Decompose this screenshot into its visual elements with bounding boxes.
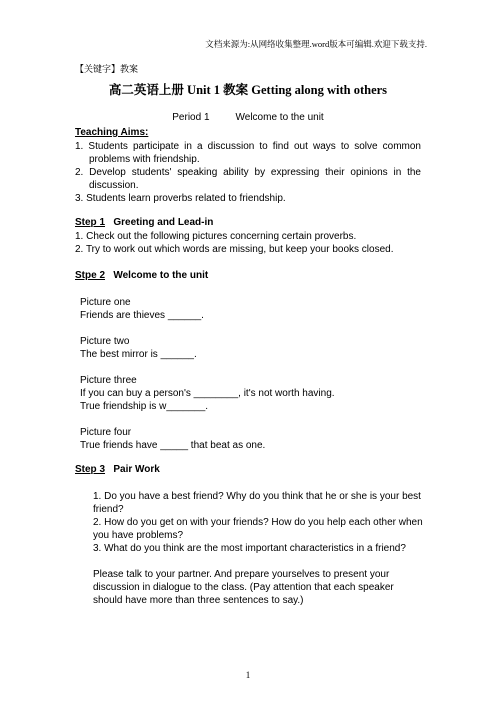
picture-name: Picture two	[80, 336, 130, 347]
keyword-tag: 【关键字】教案	[75, 64, 139, 74]
step3-title: Pair Work	[113, 464, 160, 475]
step2-heading	[75, 270, 208, 281]
teaching-aim-item: 1. Students participate in a discussion to find out ways to solve common problems with friendship.	[75, 141, 421, 165]
step1-list	[75, 230, 393, 256]
proverb-line: Friends are thieves ______.	[80, 310, 204, 321]
step1-heading	[75, 217, 213, 228]
picture-four	[80, 426, 265, 452]
proverb-line: If you can buy a person's ________, it's not worth having.	[80, 388, 335, 399]
teaching-aims-heading: Teaching Aims:	[75, 127, 149, 138]
proverb-line: True friendship is w_______.	[80, 401, 209, 412]
step1-title: Greeting and Lead-in	[113, 217, 214, 228]
step3-instruction: Please talk to your partner. And prepare yourselves to present your discussion in dialogue to the class. (Pay attention that each speaker should have more than three sentences to say.)	[93, 569, 394, 606]
picture-one	[80, 296, 204, 322]
period-label: Period 1	[172, 112, 210, 123]
step2-title: Welcome to the unit	[113, 270, 209, 281]
teaching-aims-list	[75, 140, 421, 205]
picture-three	[80, 374, 335, 413]
period-heading	[0, 112, 496, 123]
picture-name: Picture four	[80, 427, 132, 438]
teaching-aim-item: 3. Students learn proverbs related to friendship.	[75, 193, 286, 204]
step3-label: Step 3	[75, 464, 106, 475]
step1-item: 1. Check out the following pictures concerning certain proverbs.	[75, 231, 357, 242]
question-item: 1. Do you have a best friend? Why do you think that he or she is your best friend?	[93, 491, 421, 515]
question-item: 2. How do you get on with your friends? How do you help each other when you have problems?	[93, 517, 423, 541]
picture-name: Picture one	[80, 297, 131, 308]
step1-item: 2. Try to work out which words are missing, but keep your books closed.	[75, 244, 394, 255]
step1-label: Step 1	[75, 217, 106, 228]
step3-heading	[75, 464, 160, 475]
header-note: 文档来源为:从网络收集整理.word版本可编辑.欢迎下载支持.	[205, 39, 427, 49]
step3-questions	[93, 490, 423, 555]
proverb-line: The best mirror is ______.	[80, 349, 197, 360]
proverb-line: True friends have _____ that beat as one.	[80, 440, 266, 451]
picture-name: Picture three	[80, 375, 137, 386]
document-title: 高二英语上册 Unit 1 教案 Getting along with others	[108, 83, 388, 97]
picture-two	[80, 335, 197, 361]
page-number: 1	[245, 670, 251, 680]
step2-label: Stpe 2	[75, 270, 106, 281]
teaching-aim-item: 2. Develop students' speaking ability by expressing their opinions in the discussion.	[75, 167, 421, 191]
question-item: 3. What do you think are the most important characteristics in a friend?	[93, 543, 406, 554]
period-text: Welcome to the unit	[235, 112, 324, 123]
